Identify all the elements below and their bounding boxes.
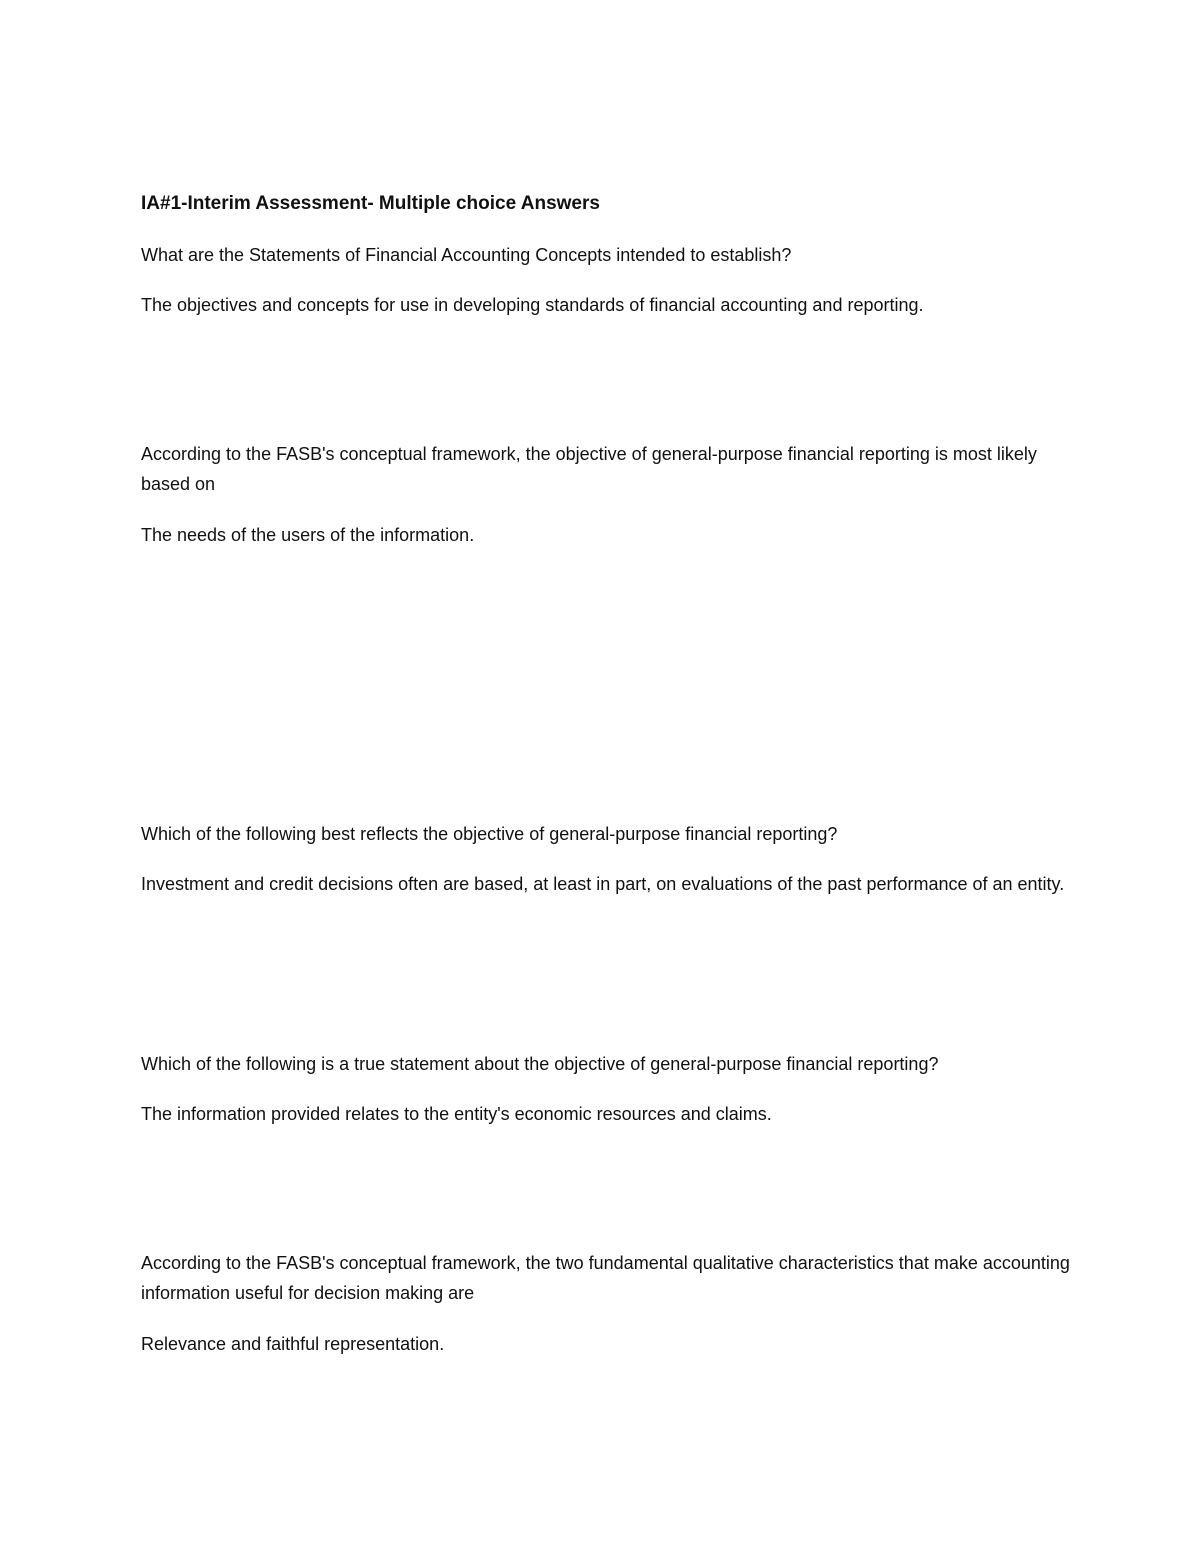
question-3: Which of the following best reflects the objective of general-purpose financial reporting? [141,824,838,844]
question-1: What are the Statements of Financial Accounting Concepts intended to establish? [141,245,792,265]
question-2: According to the FASB's conceptual framework, the objective of general-purpose financial reporting is most likely based on [141,444,1037,494]
answer-2: The needs of the users of the information. [141,525,475,545]
question-4: Which of the following is a true statement about the objective of general-purpose financial reporting? [141,1054,939,1074]
answer-5: Relevance and faithful representation. [141,1334,445,1354]
question-5: According to the FASB's conceptual framework, the two fundamental qualitative characteristics that make accounting information useful for decision making are [141,1253,1070,1303]
document-title: IA#1-Interim Assessment- Multiple choice Answers [141,193,600,214]
answer-4: The information provided relates to the entity's economic resources and claims. [141,1104,772,1124]
answer-1: The objectives and concepts for use in developing standards of financial accounting and reporting. [141,295,924,315]
answer-3: Investment and credit decisions often are based, at least in part, on evaluations of the past performance of an entity. [141,874,1065,894]
